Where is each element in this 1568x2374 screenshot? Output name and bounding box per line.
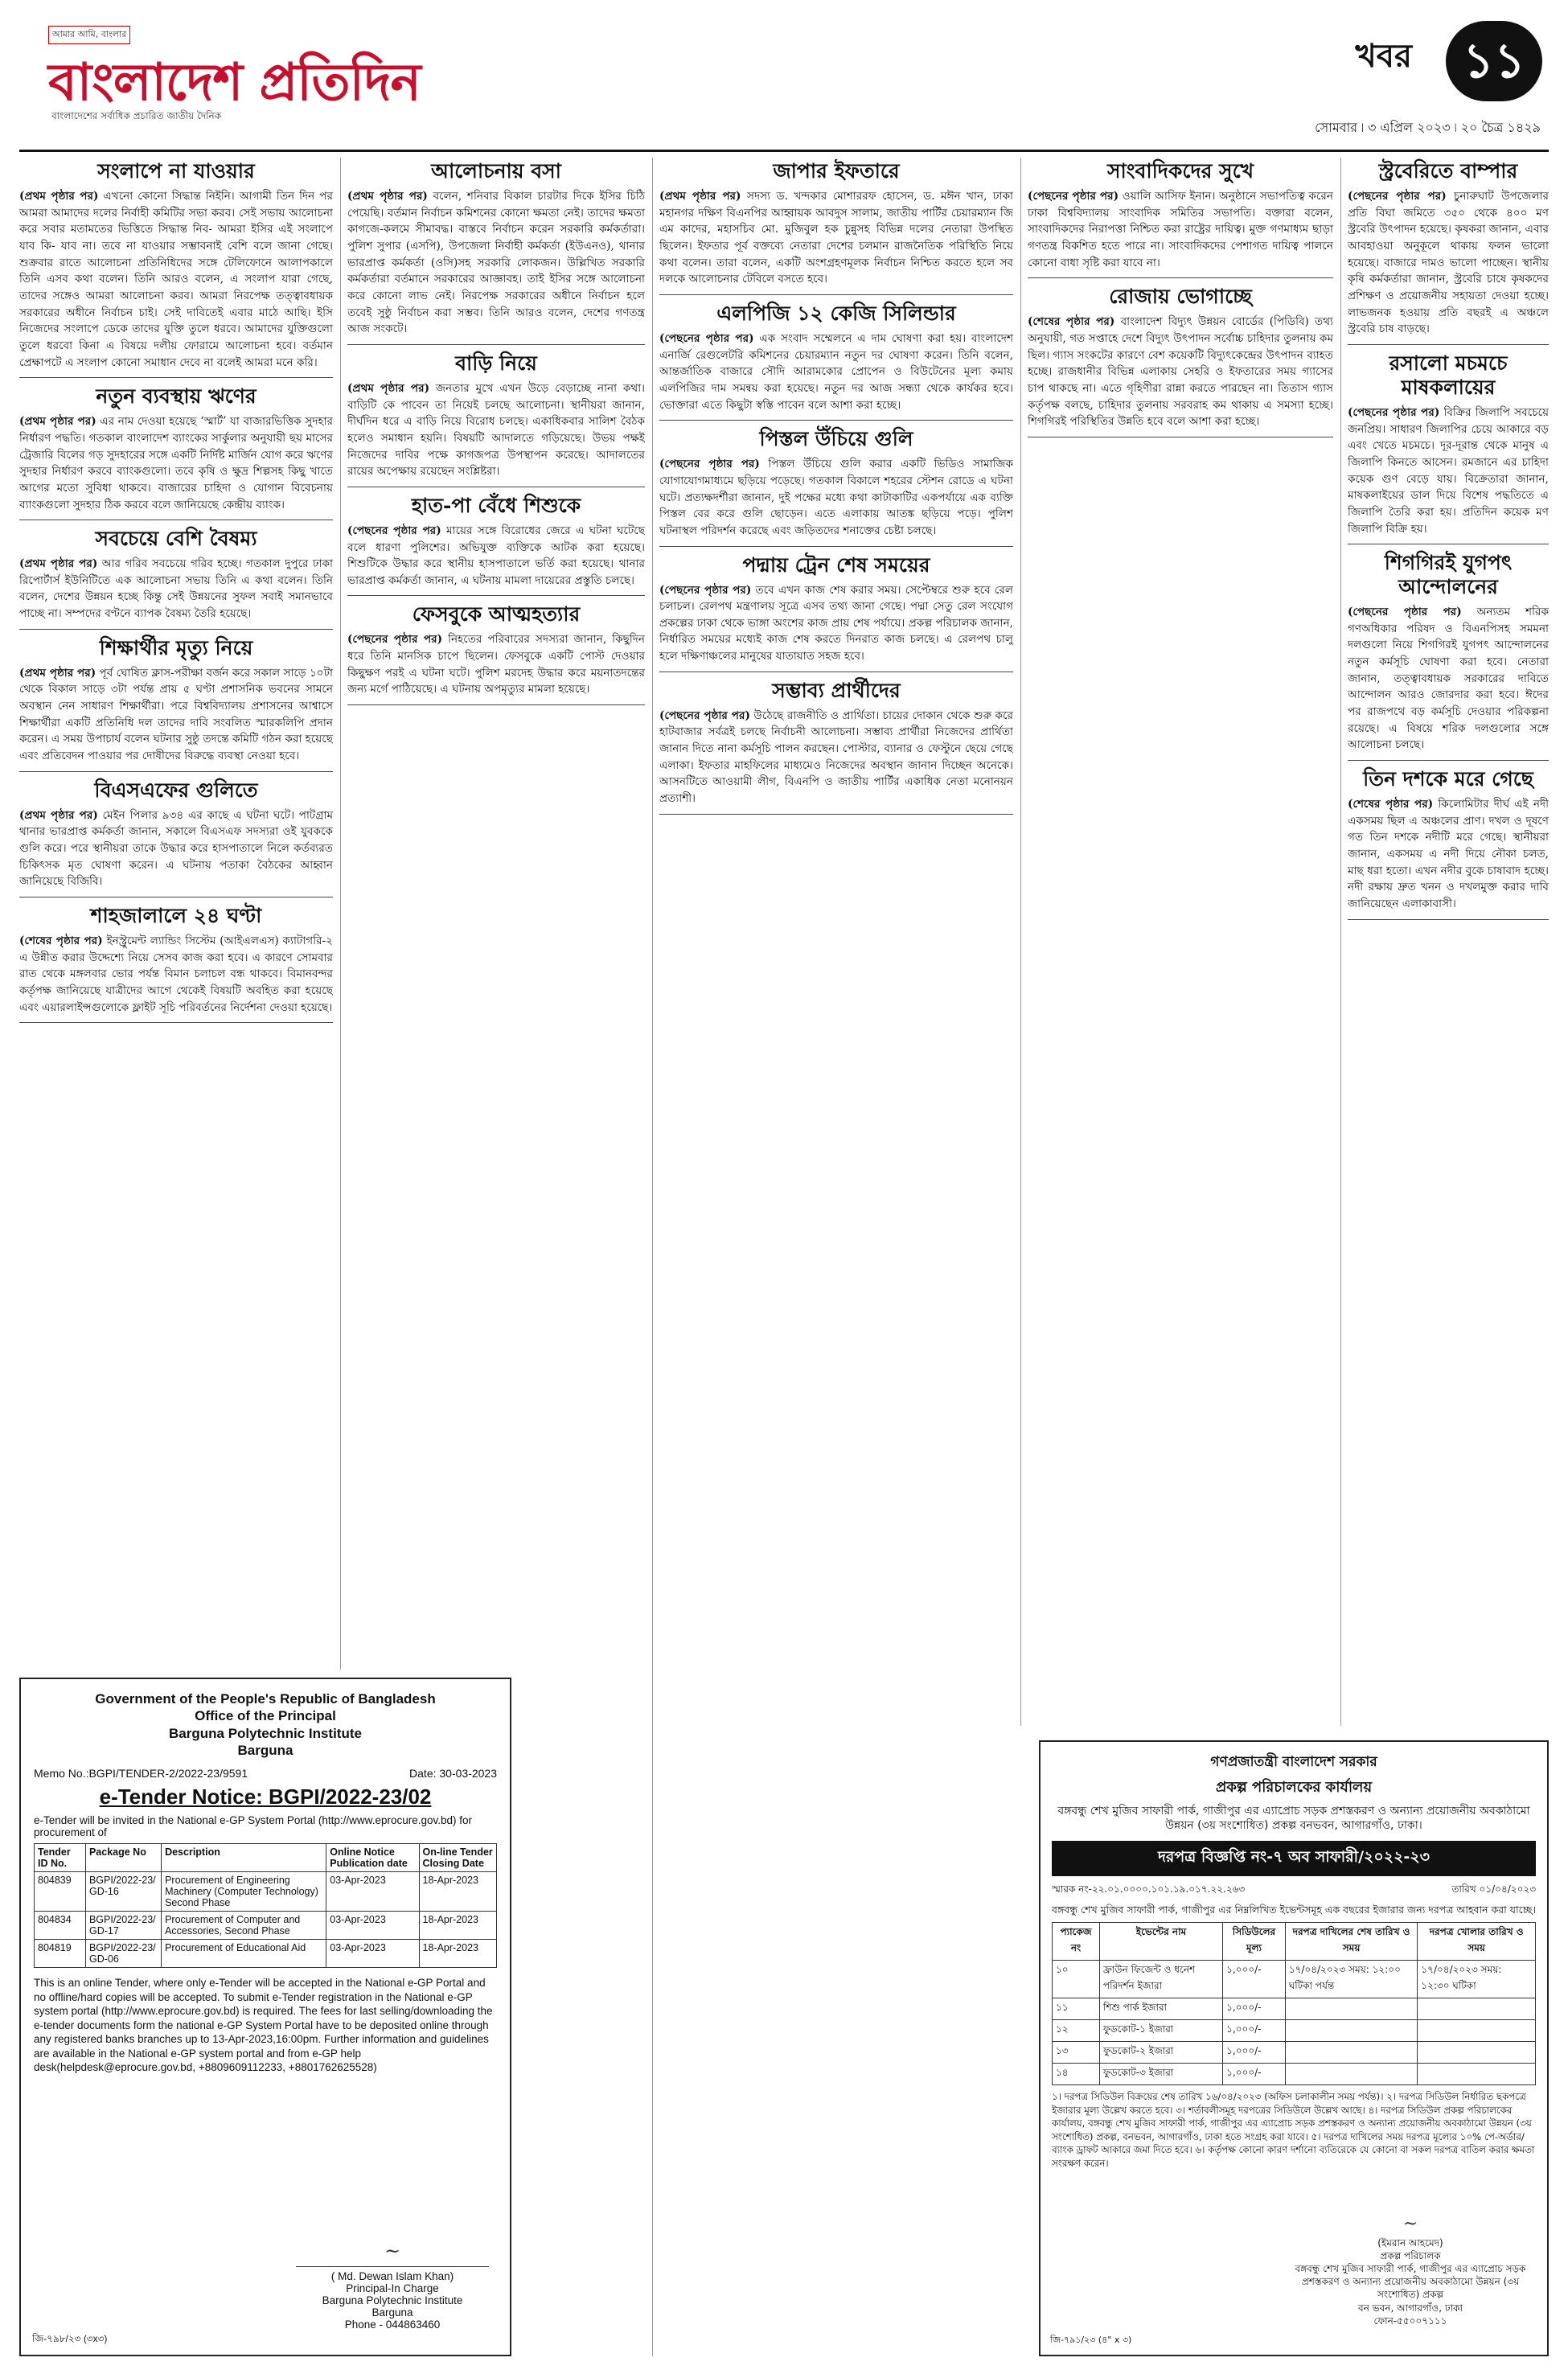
article	[347, 351, 645, 480]
table-cell: ফ্রাউন ফিজেন্ট ও ধনেশ পরিদর্শন ইজারা	[1099, 1961, 1222, 1998]
table-cell: ১৩	[1053, 2042, 1100, 2064]
article-headline: নতুন ব্যবস্থায় ঋণের	[96, 384, 257, 409]
article-continuation-lead: (পেছনের পৃষ্ঠার পর)	[1348, 190, 1447, 203]
article-continuation-lead: (প্রথম পৃষ্ঠার পর)	[19, 190, 99, 203]
table-row	[35, 1940, 497, 1968]
table-cell: 18-Apr-2023	[419, 1912, 497, 1940]
article-text: বিক্রির জিলাপি সবচেয়ে জনপ্রিয়। সাধারণ জিলাপির চেয়ে আকারে বড় এবং খেতে মচমচে। দূর-দূরান্ত থেকে মানুষ এ জিলাপি কিনতে আসেন। রমজানে এর চাহিদা কয়েক গুণ বেড়ে যায়। বিক্রেতারা জানান, মাষকলাইয়ের ডাল দিয়ে বিশেষ পদ্ধতিতে এ জিলাপি তৈরি করা হয়। প্রতিদিন কয়েক মণ জিলাপি বিক্রি হয়।	[1348, 405, 1549, 536]
newspaper-logo: বাংলাদেশ প্রতিদিন	[48, 52, 421, 113]
column-5	[1348, 158, 1549, 1726]
article-continuation-lead: (পেছনের পৃষ্ঠার পর)	[1028, 190, 1119, 203]
article-continuation-lead: (শেষের পৃষ্ঠার পর)	[1028, 315, 1115, 329]
bd-signer-place: বন ভবন, আগারগাঁও, ঢাকা	[1358, 2302, 1463, 2314]
bd-intro: বঙ্গবন্ধু শেখ মুজিব সাফারী পার্ক, গাজীপুর এর নিম্নলিখিত ইভেন্টসমূহ এক বছরের ইজারার জন্য দরপত্র আহবান করা যাচ্ছে।	[1052, 1904, 1536, 1916]
article-text: এখনো কোনো সিদ্ধান্ত নিইনি। আগামী তিন দিন পর আমরা আমাদের দলের নির্বাহী কমিটির সভা করব। সেই সভায় আলোচনা করে সবার মতামতের ভিত্তিতে সিদ্ধান্ত নিব- আমরা ইসির এই সংলাপে যাব কি- যাব না। তবে না যাওয়ার সম্ভাবনাই বেশি বলে জানা গেছে। শুক্রবার রাতে আলোচনা প্রতিনিধিদের সঙ্গে টেলিফোনে আলাপকালে তিনি এসব কথা বলেন। তিনি আরও বলেন, এ সংলাপ যারা গেছে, তাদের সঙ্গেও আমরা আলোচনা করব। আমরা নিরপেক্ষ তত্ত্বাবধায়ক সরকারের অধীনে নির্বাচন চাই। সেই দাবিতেই এবার মাঠে আছি। ইসি নিজেদের সংলাপে ডেকে তাদের যুক্তি তুলে ধরবে। আমাদের যুক্তিগুলো তুলে ধরবো কিনা এ বিষয়ে দলীয় ফোরামে আলোচনা হবে। বর্তমান প্রেক্ষাপটে এ সংলাপ কোনো সমাধান দেবে না বলেই আমরা মনে করি।	[19, 190, 333, 369]
article-headline: সংলাপে না যাওয়ার	[97, 159, 255, 183]
article	[659, 553, 1013, 665]
masthead-subtitle: বাংলাদেশের সর্বাধিক প্রচারিত জাতীয় দৈনিক	[51, 110, 222, 121]
signer-phone: Phone - 044863460	[344, 2319, 441, 2331]
article-separator	[19, 629, 333, 630]
ad-code: জি-৭৯৮/২৩ (৩x৩)	[32, 2333, 108, 2344]
bd-signer-org: বঙ্গবন্ধু শেখ মুজিব সাফারী পার্ক, গাজীপুর এর এ্যাপ্রোচ সড়ক প্রশস্তকরণ ও অন্যান্য প্রয়োজনীয় অবকাঠামো উন্নয়ন (৩য় সংশোধিত) প্রকল্প	[1295, 2263, 1526, 2301]
article-separator	[659, 294, 1013, 295]
article-text: মায়ের সঙ্গে বিরোধের জেরে এ ঘটনা ঘটেছে বলে ধারণা পুলিশের। অভিযুক্ত ব্যক্তিকে আটক করা হয়েছে। শিশুটিকে উদ্ধার করে স্থানীয় হাসপাতালে ভর্তি করা হয়েছে। থানার ভারপ্রাপ্ত কর্মকর্তা জানান, এ ঘটনায় মামলা দায়েরের প্রস্তুতি চলছে।	[347, 524, 645, 587]
table-cell: শিশু পার্ক ইজারা	[1099, 1998, 1222, 2020]
article-text: কিলোমিটার দীর্ঘ এই নদী একসময় ছিল এ অঞ্চলের প্রাণ। দখল ও দূষণে গত তিন দশকে নদীটি মরে গেছে। স্থানীয়রা জানান, একসময় এ নদী দিয়ে নৌকা চলত, মাছ ধরা হতো। এখন নদীর বুকে চাষাবাদ হচ্ছে। নদী রক্ষায় দ্রুত খনন ও দখলমুক্ত করার দাবি জানিয়েছেন এলাকাবাসী।	[1348, 798, 1549, 910]
article-body	[347, 188, 645, 338]
bd-ad-code: জি-৭৯১/২৩ (৪" x ৩)	[1050, 2335, 1132, 2345]
signature-mark: ~	[296, 2240, 489, 2267]
article	[1028, 285, 1333, 430]
article-body	[19, 665, 333, 765]
masthead	[19, 14, 1549, 150]
article-text: অন্যতম শরিক গণঅধিকার পরিষদ ও বিএনপিসহ সমমনা দলগুলো নিয়ে শিগগিরই যুগপৎ আন্দোলনের নতুন কর্মসূচি ঘোষণা করা হবে। নেতারা জানান, তত্ত্বাবধায়ক সরকারের দাবিতে আন্দোলন আরও জোরদার করা হবে। ঈদের পর রাজপথে বড় কর্মসূচি দেওয়ার পরিকল্পনা রয়েছে। এ বিষয়ে শরিক দলগুলোর সঙ্গে আলোচনা চলছে।	[1348, 606, 1549, 752]
article-text: উঠেছে রাজনীতি ও প্রার্থিতা। চায়ের দোকান থেকে শুরু করে হাটবাজার সর্বত্রই চলছে নির্বাচনী আলোচনা। সম্ভাব্য প্রার্থীরা নিজেদের প্রার্থিতা জানান দিতে নানা কর্মসূচি পালন করছেন। পোস্টার, ব্যানার ও ফেস্টুনে ছেয়ে গেছে এলাকা। ইফতার মাহফিলের মাধ্যমেও নিজেদের অবস্থান জানান দিচ্ছেন অনেকে। আসনটিতে আওয়ামী লীগ, বিএনপি ও জাতীয় পার্টির একাধিক নেতা মনোনয়ন প্রত্যাশী।	[659, 709, 1013, 806]
table-cell: ফুডকোট-৩ ইজারা	[1099, 2064, 1222, 2085]
signer-org: Barguna Polytechnic Institute	[322, 2294, 463, 2306]
article-body	[347, 380, 645, 480]
article	[19, 636, 333, 765]
column-2	[347, 158, 645, 1670]
ad-govt-line: Government of the People's Republic of Bangladesh	[95, 1691, 436, 1707]
article	[659, 302, 1013, 413]
article-headline: সবচেয়ে বেশি বৈষম্য	[95, 527, 257, 551]
table-header-cell: দরপত্র খোলার তারিখ ও সময়	[1418, 1923, 1536, 1961]
table-header-cell: Tender ID No.	[35, 1844, 86, 1872]
bd-govt-line: গণপ্রজাতন্ত্রী বাংলাদেশ সরকার	[1210, 1754, 1377, 1770]
article-headline: জাপার ইফতারে	[773, 159, 900, 183]
article-headline: সাংবাদিকদের সুখে	[1106, 159, 1254, 183]
table-header-cell: দরপত্র দাখিলের শেষ তারিখ ও সময়	[1285, 1923, 1418, 1961]
article	[659, 679, 1013, 807]
table-cell	[1418, 1998, 1536, 2020]
article-separator	[19, 1022, 333, 1023]
ad-memo-date: Date: 30-03-2023	[409, 1767, 497, 1780]
article-headline: হাত-পা বেঁধে শিশুকে	[411, 493, 581, 517]
article-headline: বাড়ি নিয়ে	[455, 351, 537, 375]
article-headline: শিক্ষার্থীর মৃত্যু নিয়ে	[99, 635, 253, 659]
table-cell: 03-Apr-2023	[326, 1912, 419, 1940]
article-text: পূর্ব ঘোষিত ক্লাস-পরীক্ষা বর্জন করে সকাল সাড়ে ১০টা থেকে বিকাল সাড়ে ৩টা পর্যন্ত প্রায় ৫ ঘণ্টা প্রশাসনিক ভবনের সামনে অবস্থান নেন সাধারণ শিক্ষার্থীরা। পরে বিশ্ববিদ্যালয় প্রশাসনের আশ্বাসে শিক্ষার্থীরা একটি প্রতিনিধি দল তাদের দাবি সংবলিত স্মারকলিপি প্রদান করেন। এ সময় উপাচার্য বলেন ঘটনার সুষ্ঠু তদন্তে কমিটি গঠন করা হয়েছে এবং প্রতিবেদন পাওয়ার পর দোষীদের বিরুদ্ধে ব্যবস্থা নেওয়া হবে।	[19, 666, 333, 763]
column-divider	[1340, 158, 1341, 1726]
table-row	[1053, 1961, 1536, 1998]
ad-signature-block	[296, 2240, 489, 2331]
bd-signer-name: (ইমরান আহমেদ)	[1377, 2236, 1443, 2249]
table-cell: 03-Apr-2023	[326, 1872, 419, 1912]
table-header-cell: সিডিউলের মূল্য	[1223, 1923, 1286, 1961]
article-body	[659, 331, 1013, 413]
article	[1028, 159, 1333, 271]
article-text: জনতার মুখে এখন উড়ে বেড়াচ্ছে নানা কথা। বাড়িটি কে পাবেন তা নিয়েই চলছে আলোচনা। স্থানীয়রা জানান, দীর্ঘদিন ধরে এ বাড়ি নিয়ে বিরোধ চলছে। একাধিকবার সালিশ বৈঠক হলেও সমাধান হয়নি। বিষয়টি আদালতে গড়িয়েছে। উভয় পক্ষই নিজেদের দাবির পক্ষে কাগজপত্র উপস্থাপন করেছে। আদালতের রায়ের অপেক্ষায় রয়েছেন সংশ্লিষ্টরা।	[347, 381, 645, 478]
table-cell: Procurement of Computer and Accessories, Second Phase	[162, 1912, 326, 1940]
article-continuation-lead: (শেষের পৃষ্ঠার পর)	[19, 934, 103, 947]
section-name: খবর	[1355, 37, 1412, 75]
table-cell: Procurement of Engineering Machinery (Computer Technology) Second Phase	[162, 1872, 326, 1912]
article	[19, 778, 333, 890]
article-separator	[19, 377, 333, 378]
article	[19, 904, 333, 1016]
safari-park-tender-ad	[1039, 1740, 1549, 2356]
table-header-cell: Online Notice Publication date	[326, 1844, 419, 1872]
article-text: আর গরিব সবচেয়ে গরিব হচ্ছে। গতকাল দুপুরে ঢাকা রিপোর্টার্স ইউনিটিতে এক আলোচনা সভায় তিনি এ কথা বলেন। তিনি বলেন, দেশের উন্নয়ন হচ্ছে কিন্তু সেই উন্নয়নের সুফল সবাই সমানভাবে পাচ্ছে না। সম্পদের বণ্টনে ব্যাপক বৈষম্য তৈরি হয়েছে।	[19, 557, 333, 621]
article-headline: পদ্মায় ট্রেন শেষ সময়ের	[742, 552, 930, 577]
article	[19, 527, 333, 622]
column-divider	[340, 158, 341, 1670]
article-text: সদস্য ড. খন্দকার মোশাররফ হোসেন, ড. মঈন খান, ঢাকা মহানগর দক্ষিণ বিএনপির আহ্বায়ক আবদুস সালাম, জাতীয় পার্টির চেয়ারম্যান জি এম কাদের, মহাসচিব মো. মুজিবুল হক চুন্নুসহ বিভিন্ন দলের নেতারা উপস্থিত ছিলেন। ইফতার পূর্ব বক্তব্যে নেতারা দেশের চলমান রাজনৈতিক পরিস্থিতি নিয়ে কথা বলেন। তারা বলেন, একটি অংশগ্রহণমূলক নির্বাচন নিশ্চিত করতে হলে সব দলকে আলোচনার টেবিলে বসতে হবে।	[659, 190, 1013, 286]
bd-memo-date: তারিখ ০১/০৪/২০২৩	[1451, 1883, 1536, 1896]
tender-table	[34, 1843, 497, 1968]
ad-memo-no: Memo No.:BGPI/TENDER-2/2022-23/9591	[34, 1767, 248, 1780]
table-cell: ১১	[1053, 1998, 1100, 2020]
table-cell: ১,০০০/-	[1223, 2042, 1286, 2064]
article-headline: পিস্তল উঁচিয়ে গুলি	[759, 427, 913, 451]
article-body	[659, 456, 1013, 539]
bd-signer-title: প্রকল্প পরিচালক	[1380, 2249, 1441, 2261]
article	[1348, 351, 1549, 537]
article-body	[19, 556, 333, 622]
signer-title: Principal-In Charge	[346, 2282, 439, 2294]
article	[659, 159, 1013, 288]
table-cell	[1285, 2042, 1418, 2064]
article	[659, 427, 1013, 539]
article	[347, 159, 645, 338]
article	[19, 159, 333, 371]
article-separator	[1348, 919, 1549, 920]
article-headline: শিগগিরই যুগপৎ আন্দোলনের	[1384, 551, 1513, 599]
table-cell	[1285, 2064, 1418, 2085]
article-text: নিহতের পরিবারের সদস্যরা জানান, কিছুদিন ধরে তিনি মানসিক চাপে ছিলেন। ফেসবুকে একটি পোস্ট দেওয়ার কিছুক্ষণ পরই এ ঘটনা ঘটে। পুলিশ মরদেহ উদ্ধার করে ময়নাতদন্তের জন্য মর্গে পাঠিয়েছে। এ ঘটনায় অপমৃত্যুর মামলা হয়েছে।	[347, 633, 645, 696]
table-cell: 804834	[35, 1912, 86, 1940]
masthead-tag: আমার আমি, বাংলার	[48, 26, 130, 44]
article-separator	[659, 420, 1013, 421]
bd-signature-block	[1290, 2214, 1531, 2327]
table-cell: 804819	[35, 1940, 86, 1968]
article-continuation-lead: (প্রথম পৃষ্ঠার পর)	[19, 415, 96, 429]
article-continuation-lead: (প্রথম পৃষ্ঠার পর)	[19, 666, 96, 680]
table-row	[1053, 2020, 1536, 2042]
bd-signer-phone: ফোন-৫৫০০৭১১১	[1373, 2314, 1447, 2327]
article-continuation-lead: (প্রথম পৃষ্ঠার পর)	[19, 808, 98, 822]
article-headline: তিন দশকে মরে গেছে	[1363, 767, 1533, 791]
table-cell: ১,০০০/-	[1223, 2020, 1286, 2042]
article-separator	[347, 344, 645, 345]
article-continuation-lead: (প্রথম পৃষ্ঠার পর)	[659, 190, 741, 203]
article-text: ওয়ালি আসিফ ইনান। অনুষ্ঠানে সভাপতিত্ব করেন ঢাকা বিশ্ববিদ্যালয় সাংবাদিক সমিতির সভাপতি। বক্তারা বলেন, সাংবাদিকদের নিরাপত্তা নিশ্চিত করা রাষ্ট্রের দায়িত্ব। মুক্ত গণমাধ্যম ছাড়া গণতন্ত্র বিকশিত হতে পারে না। সাংবাদিকদের পেশাগত দায়িত্ব পালনে কোনো বাধা সৃষ্টি করা যাবে না।	[1028, 190, 1333, 269]
ad-institute-line: Barguna Polytechnic Institute	[169, 1725, 362, 1741]
table-row	[1053, 1998, 1536, 2020]
table-header-cell: Package No	[85, 1844, 161, 1872]
signer-place: Barguna	[371, 2306, 413, 2319]
article-continuation-lead: (প্রথম পৃষ্ঠার পর)	[347, 381, 430, 395]
article-text: মেইন পিলার ৯৩৪ এর কাছে এ ঘটনা ঘটে। পাটগ্রাম থানার ভারপ্রাপ্ত কর্মকর্তা জানান, সকালে বিএসএফ সদস্যরা ওই যুবককে গুলি করে। পরে স্থানীয়রা তাকে উদ্ধার করে হাসপাতালে নিলে কর্তব্যরত চিকিৎসক মৃত ঘোষণা করেন। এ ঘটনায় পতাকা বৈঠকের আহ্বান জানিয়েছে বিজিবি।	[19, 808, 333, 889]
article-body	[19, 933, 333, 1016]
table-header-cell: ইভেন্টের নাম	[1099, 1923, 1222, 1961]
table-cell: ১,০০০/-	[1223, 1998, 1286, 2020]
table-cell: ১৭/০৪/২০২৩ সময়: ১২:৩০ ঘটিকা	[1418, 1961, 1536, 1998]
article-continuation-lead: (পেছনের পৃষ্ঠার পর)	[1348, 405, 1440, 419]
table-cell	[1418, 2020, 1536, 2042]
article-continuation-lead: (পেছনের পৃষ্ঠার পর)	[1348, 606, 1462, 619]
table-cell: ১২	[1053, 2020, 1100, 2042]
table-cell: BGPI/2022-23/ GD-06	[85, 1940, 161, 1968]
article-body	[659, 188, 1013, 288]
article-text: বলেন, শনিবার বিকাল চারটার দিকে ইসির চিঠি পেয়েছি। বর্তমান নির্বাচন কমিশনের কোনো ক্ষমতা নেই। তাদের ক্ষমতা কাগজে-কলমে সীমাবদ্ধ। বাস্তবে নির্বাচন করেন সরকারি কর্মকর্তারা। পুলিশ সুপার (এসপি), উপজেলা নির্বাহী কর্মকর্তা (ইউএনও), থানার ভারপ্রাপ্ত কর্মকর্তা (ওসি)সহ সরকারি লোকজন। উল্লিখিত সরকারি কর্মকর্তারা বর্তমানে সরকারের আজ্ঞাবহ। তাই ইসির সঙ্গে আলোচনা করে কোনো লাভ নেই। নিরপেক্ষ সরকারের অধীনে নির্বাচন হলে তবেই সুষ্ঠু নির্বাচন করা সম্ভব। তিনি আরও বলেন, দেশের গণতন্ত্র আজ সংকটে।	[347, 190, 645, 336]
table-cell: 18-Apr-2023	[419, 1940, 497, 1968]
table-cell: 03-Apr-2023	[326, 1940, 419, 1968]
table-cell: ১,০০০/-	[1223, 1961, 1286, 1998]
table-header-cell: On-line Tender Closing Date	[419, 1844, 497, 1872]
ad-place-line: Barguna	[237, 1742, 293, 1758]
article-continuation-lead: (পেছনের পৃষ্ঠার পর)	[659, 709, 750, 722]
article-separator	[1348, 760, 1549, 761]
bd-project-line: বঙ্গবন্ধু শেখ মুজিব সাফারী পার্ক, গাজীপুর এর এ্যাপ্রোচ সড়ক প্রশস্তকরণ ও অন্যান্য প্রয়োজনীয় অবকাঠামো উন্নয়ন (৩য় সংশোধিত) প্রকল্প বনভবন, আগারগাঁও, ঢাকা।	[1057, 1805, 1530, 1833]
bd-notes: ১। দরপত্র সিডিউল বিক্রয়ের শেষ তারিখ ১৬/০৪/২০২৩ (অফিস চলাকালীন সময় পর্যন্ত)। ২। দরপত্র সিডিউল নির্ধারিত ছকপত্রে ইজারার মূল্য উল্লেখ করতে হবে। ৩। শর্তাবলীসমূহ দরপত্রের সিডিউলে উল্লেখ আছে। ৪। দরপত্র সিডিউল প্রকল্প পরিচালকের কার্যালয়, বঙ্গবন্ধু শেখ মুজিব সাফারী পার্ক, গাজীপুর এর এ্যাপ্রোচ সড়ক প্রশস্তকরণ ও অন্যান্য প্রয়োজনীয় অবকাঠামো উন্নয়ন (৩য় সংশোধিত) প্রকল্প, বনভবন, আগারগাঁও, ঢাকা হতে সংগ্রহ করা যাবে। ৫। দরপত্র দাখিলের সময় দরপত্র মূল্যের ১০% পে-অর্ডার/ব্যাংক ড্রাফট আকারে জমা দিতে হবে। ৬। কর্তৃপক্ষ কোনো কারণ দর্শানো ব্যতিরেকে যে কোনো বা সকল দরপত্র বাতিল করার ক্ষমতা সংরক্ষণ করেন।	[1052, 2091, 1535, 2169]
ad-intro: e-Tender will be invited in the National e-GP System Portal (http://www.eprocure.gov.bd) for procurement of	[34, 1814, 473, 1838]
column-3	[659, 158, 1013, 2356]
article-text: এক সংবাদ সম্মেলনে এ দাম ঘোষণা করা হয়। বাংলাদেশ এনার্জি রেগুলেটরি কমিশনের চেয়ারম্যান নতুন দর ঘোষণা করেন। তিনি বলেন, আন্তর্জাতিক বাজারে সৌদি আরামকোর প্রোপেন ও বিউটেনের মূল্য কমায় এলপিজির দাম সমন্বয় করা হয়েছে। নতুন দর আজ সন্ধ্যা থেকে কার্যকর হবে। ভোক্তারা এতে কিছুটা স্বস্তি পাবেন বলে আশা করা হচ্ছে।	[659, 331, 1013, 412]
article-text: তবে এখন কাজ শেষ করার সময়। সেপ্টেম্বরে শুরু হবে রেল চলাচল। রেলপথ মন্ত্রণালয় সূত্রে এসব তথ্য জানা গেছে। পদ্মা সেতু রেল সংযোগ প্রকল্পের ঢাকা থেকে ভাঙ্গা অংশের কাজ প্রায় শেষ পর্যায়ে। প্রকল্প পরিচালক জানান, নির্ধারিত সময়ের মধ্যেই কাজ শেষ করতে দিনরাত কাজ চলছে। এ রেলপথ চালু হলে দক্ষিণাঞ্চলের মানুষের যাতায়াত সহজ হবে।	[659, 583, 1013, 663]
ad-memo-row	[34, 1767, 497, 1780]
table-row	[1053, 2042, 1536, 2064]
table-cell: ১০	[1053, 1961, 1100, 1998]
article-separator	[659, 546, 1013, 547]
article-text: ইনস্ট্রুমেন্ট ল্যান্ডিং সিস্টেম (আইএলএস) ক্যাটাগরি-২ এ উন্নীত করার উদ্দেশ্যে নিয়ে সেসব কাজ করা হবে। এ কারণে সোমবার রাত থেকে মঙ্গলবার ভোর পর্যন্ত বিমান চলাচল বন্ধ থাকবে। বিমানবন্দর কর্তৃপক্ষ জানিয়েছে যাত্রীদের আগে থেকেই বিষয়টি অবহিত করা হয়েছে এবং এয়ারলাইন্সগুলোকে ফ্লাইট সূচি পরিবর্তনের নির্দেশনা দেওয়া হয়েছে।	[19, 934, 333, 1014]
bd-memo-no: স্মারক নং-২২.০১.০০০০.১০১.১৯.০১৭.২২.২৬৩	[1052, 1883, 1246, 1896]
article	[347, 602, 645, 698]
article-body	[659, 708, 1013, 807]
article-headline: স্ট্রবেরিতে বাম্পার	[1378, 159, 1518, 183]
article	[1348, 767, 1549, 913]
article-continuation-lead: (পেছনের পৃষ্ঠার পর)	[659, 331, 754, 345]
article-separator	[19, 771, 333, 772]
article-body	[1028, 188, 1333, 271]
article-body	[1348, 604, 1549, 754]
article-headline: এলপিজি ১২ কেজি সিলিন্ডার	[716, 301, 956, 325]
article-separator	[347, 704, 645, 705]
article-headline: রসালো মচমচে মাষকলায়ের	[1389, 351, 1508, 399]
page-number-badge: ১১	[1446, 21, 1542, 101]
column-1	[19, 158, 333, 1670]
article-continuation-lead: (পেছনের পৃষ্ঠার পর)	[659, 458, 760, 471]
article-body	[347, 631, 645, 698]
article-body	[347, 523, 645, 589]
article-continuation-lead: (প্রথম পৃষ্ঠার পর)	[19, 557, 98, 571]
article-headline: সম্ভাব্য প্রার্থীদের	[772, 678, 901, 702]
table-cell: ১,০০০/-	[1223, 2064, 1286, 2085]
bd-banner: দরপত্র বিজ্ঞপ্তি নং-৭ অব সাফারী/২০২২-২৩	[1052, 1841, 1536, 1876]
article-separator	[1028, 277, 1333, 278]
table-cell: Procurement of Educational Aid	[162, 1940, 326, 1968]
header-rule	[19, 150, 1549, 152]
table-cell	[1285, 1998, 1418, 2020]
article-text: বাংলাদেশ বিদ্যুৎ উন্নয়ন বোর্ডের (পিডিবি) তথ্য অনুযায়ী, গত সপ্তাহে দেশে বিদ্যুৎ উৎপাদন সর্বোচ্চ চাহিদার তুলনায় কম ছিল। গ্যাস সংকটের কারণে বেশ কয়েকটি বিদ্যুৎকেন্দ্রের উৎপাদন ব্যাহত হচ্ছে। রাজধানীর বিভিন্ন এলাকায় সেহরি ও ইফতারের সময় গ্যাসের চাপ থাকছে না। এতে গৃহিণীরা রান্না করতে পারছেন না। তিতাস গ্যাস কর্তৃপক্ষ বলছে, চাহিদার তুলনায় সরবরাহ কম থাকায় এ সমস্যা হচ্ছে। শিগগিরই পরিস্থিতির উন্নতি হবে বলে আশা করা হচ্ছে।	[1028, 315, 1333, 429]
table-cell	[1285, 2020, 1418, 2042]
bd-memo-row	[1052, 1883, 1536, 1899]
article	[1348, 159, 1549, 338]
column-divider	[652, 158, 653, 2356]
issue-date: সোমবার ৷ ৩ এপ্রিল ২০২৩ ৷ ২০ চৈত্র ১৪২৯	[1315, 120, 1541, 135]
article-continuation-lead: (পেছনের পৃষ্ঠার পর)	[659, 583, 752, 597]
table-row	[35, 1872, 497, 1912]
article-headline: ফেসবুকে আত্মহত্যার	[412, 602, 581, 626]
table-cell: BGPI/2022-23/ GD-16	[85, 1872, 161, 1912]
signer-name: ( Md. Dewan Islam Khan)	[330, 2270, 454, 2282]
article-text: এর নাম দেওয়া হয়েছে ‘স্মার্ট’ যা বাজারভিত্তিক সুদহার নির্ধারণ পদ্ধতি। গতকাল বাংলাদেশ ব্যাংকের সার্কুলার অনুযায়ী ছয় মাসের ট্রেজারি বিলের গড় সুদহারের সঙ্গে একটি নির্দিষ্ট মার্জিন যোগ করে ঋণের সুদহার নির্ধারণ করবে ব্যাংকগুলো। তবে কৃষি ও ক্ষুদ্র শিল্পসহ কিছু খাতে আগের মতো সুবিধা থাকবে। বাজারের চাহিদা ও যোগান বিবেচনায় ব্যাংকগুলো সুদহার ঠিক করবে বলে জানিয়েছে কেন্দ্রীয় ব্যাংক।	[19, 415, 333, 511]
article-body	[1348, 405, 1549, 537]
table-cell: ১৪	[1053, 2064, 1100, 2085]
column-divider	[1020, 158, 1021, 1726]
column-4	[1028, 158, 1333, 1726]
table-cell: ১৭/০৪/২০২৩ সময়: ১২:০০ ঘটিকা পর্যন্ত	[1285, 1961, 1418, 1998]
article-text: পিস্তল উঁচিয়ে গুলি করার একটি ভিডিও সামাজিক যোগাযোগমাধ্যমে ছড়িয়ে পড়েছে। গতকাল বিকালে শহরের স্টেশন রোডে এ ঘটনা ঘটে। প্রত্যক্ষদর্শীরা জানান, দুই পক্ষের মধ্যে কথা কাটাকাটির একপর্যায়ে এক ব্যক্তি পিস্তল বের করে গুলি ছোড়েন। এতে এলাকায় আতঙ্ক ছড়িয়ে পড়ে। পুলিশ ঘটনাস্থল পরিদর্শন করেছে এবং জড়িতদের শনাক্তের চেষ্টা চলছে।	[659, 458, 1013, 537]
article-body	[1028, 314, 1333, 430]
article-text: চুনারুঘাট উপজেলার প্রতি বিঘা জমিতে ৩৫০ থেকে ৪০০ মণ স্ট্রবেরি উৎপাদন হয়েছে। কৃষকরা জানান, এবার আবহাওয়া অনুকূলে থাকায় ফলন ভালো হয়েছে। বাজারে দামও ভালো পাচ্ছেন। স্থানীয় কৃষি কর্মকর্তারা জানান, স্ট্রবেরি চাষে কৃষকদের প্রশিক্ষণ ও প্রয়োজনীয় সহায়তা দেওয়া হচ্ছে। লাভজনক হওয়ায় প্রতি বছরই এ অঞ্চলে স্ট্রবেরি চাষ বাড়ছে।	[1348, 190, 1549, 336]
table-row	[1053, 2064, 1536, 2085]
article-headline: বিএসএফের গুলিতে	[94, 778, 258, 802]
article-body	[1348, 188, 1549, 338]
article-continuation-lead: (পেছনের পৃষ্ঠার পর)	[347, 524, 441, 537]
table-cell	[1418, 2042, 1536, 2064]
table-cell: ফুডকোট-২ ইজারা	[1099, 2042, 1222, 2064]
article-headline: আলোচনায় বসা	[431, 159, 561, 183]
table-cell: ফুডকোট-১ ইজারা	[1099, 2020, 1222, 2042]
table-cell	[1418, 2064, 1536, 2085]
article-separator	[347, 595, 645, 596]
table-cell: BGPI/2022-23/ GD-17	[85, 1912, 161, 1940]
ad-title: e-Tender Notice: BGPI/2022-23/02	[99, 1785, 432, 1809]
article-continuation-lead: (প্রথম পৃষ্ঠার পর)	[347, 190, 428, 203]
article-headline: শাহজালালে ২৪ ঘণ্টা	[90, 904, 262, 927]
bd-tender-table	[1052, 1922, 1536, 2085]
article-body	[1348, 796, 1549, 913]
article-continuation-lead: (শেষের পৃষ্ঠার পর)	[1348, 798, 1434, 811]
table-row	[35, 1912, 497, 1940]
bd-office-line: প্রকল্প পরিচালকের কার্যালয়	[1215, 1779, 1373, 1796]
ad-footer-text: This is an online Tender, where only e-Tender will be accepted in the National e-GP Portal and no offline/hard copies will be accepted. To submit e-Tender registration in the National e-GP system portal (http://www.eprocure.gov.bd) is required. The fees for last selling/downloading the e-tender documents form the national e-GP System Portal have to be deposited online through any registered banks branches up to 13-Apr-2023,16:00pm. Further information and guidelines are available in the National e-GP system portal and from e-GP help desk(helpdesk@eprocure.gov.bd, +8809609112233, +8801762625528)	[34, 1977, 493, 2074]
article-continuation-lead: (পেছনের পৃষ্ঠার পর)	[347, 633, 443, 647]
article-body	[19, 807, 333, 890]
article-body	[19, 188, 333, 371]
article-separator	[659, 814, 1013, 815]
table-header-cell: Description	[162, 1844, 326, 1872]
article	[347, 494, 645, 589]
article	[19, 384, 333, 513]
ad-office-line: Office of the Principal	[195, 1708, 336, 1724]
article-body	[19, 413, 333, 513]
signature-mark: ~	[1402, 2213, 1418, 2234]
article	[1348, 551, 1549, 754]
article-headline: রোজায় ভোগাচ্ছে	[1109, 285, 1252, 309]
table-cell: 804839	[35, 1872, 86, 1912]
article-separator	[1348, 344, 1549, 345]
article-body	[659, 582, 1013, 665]
table-cell: 18-Apr-2023	[419, 1872, 497, 1912]
table-header-cell: প্যাকেজ নং	[1053, 1923, 1100, 1961]
e-tender-notice-ad	[19, 1678, 511, 2356]
